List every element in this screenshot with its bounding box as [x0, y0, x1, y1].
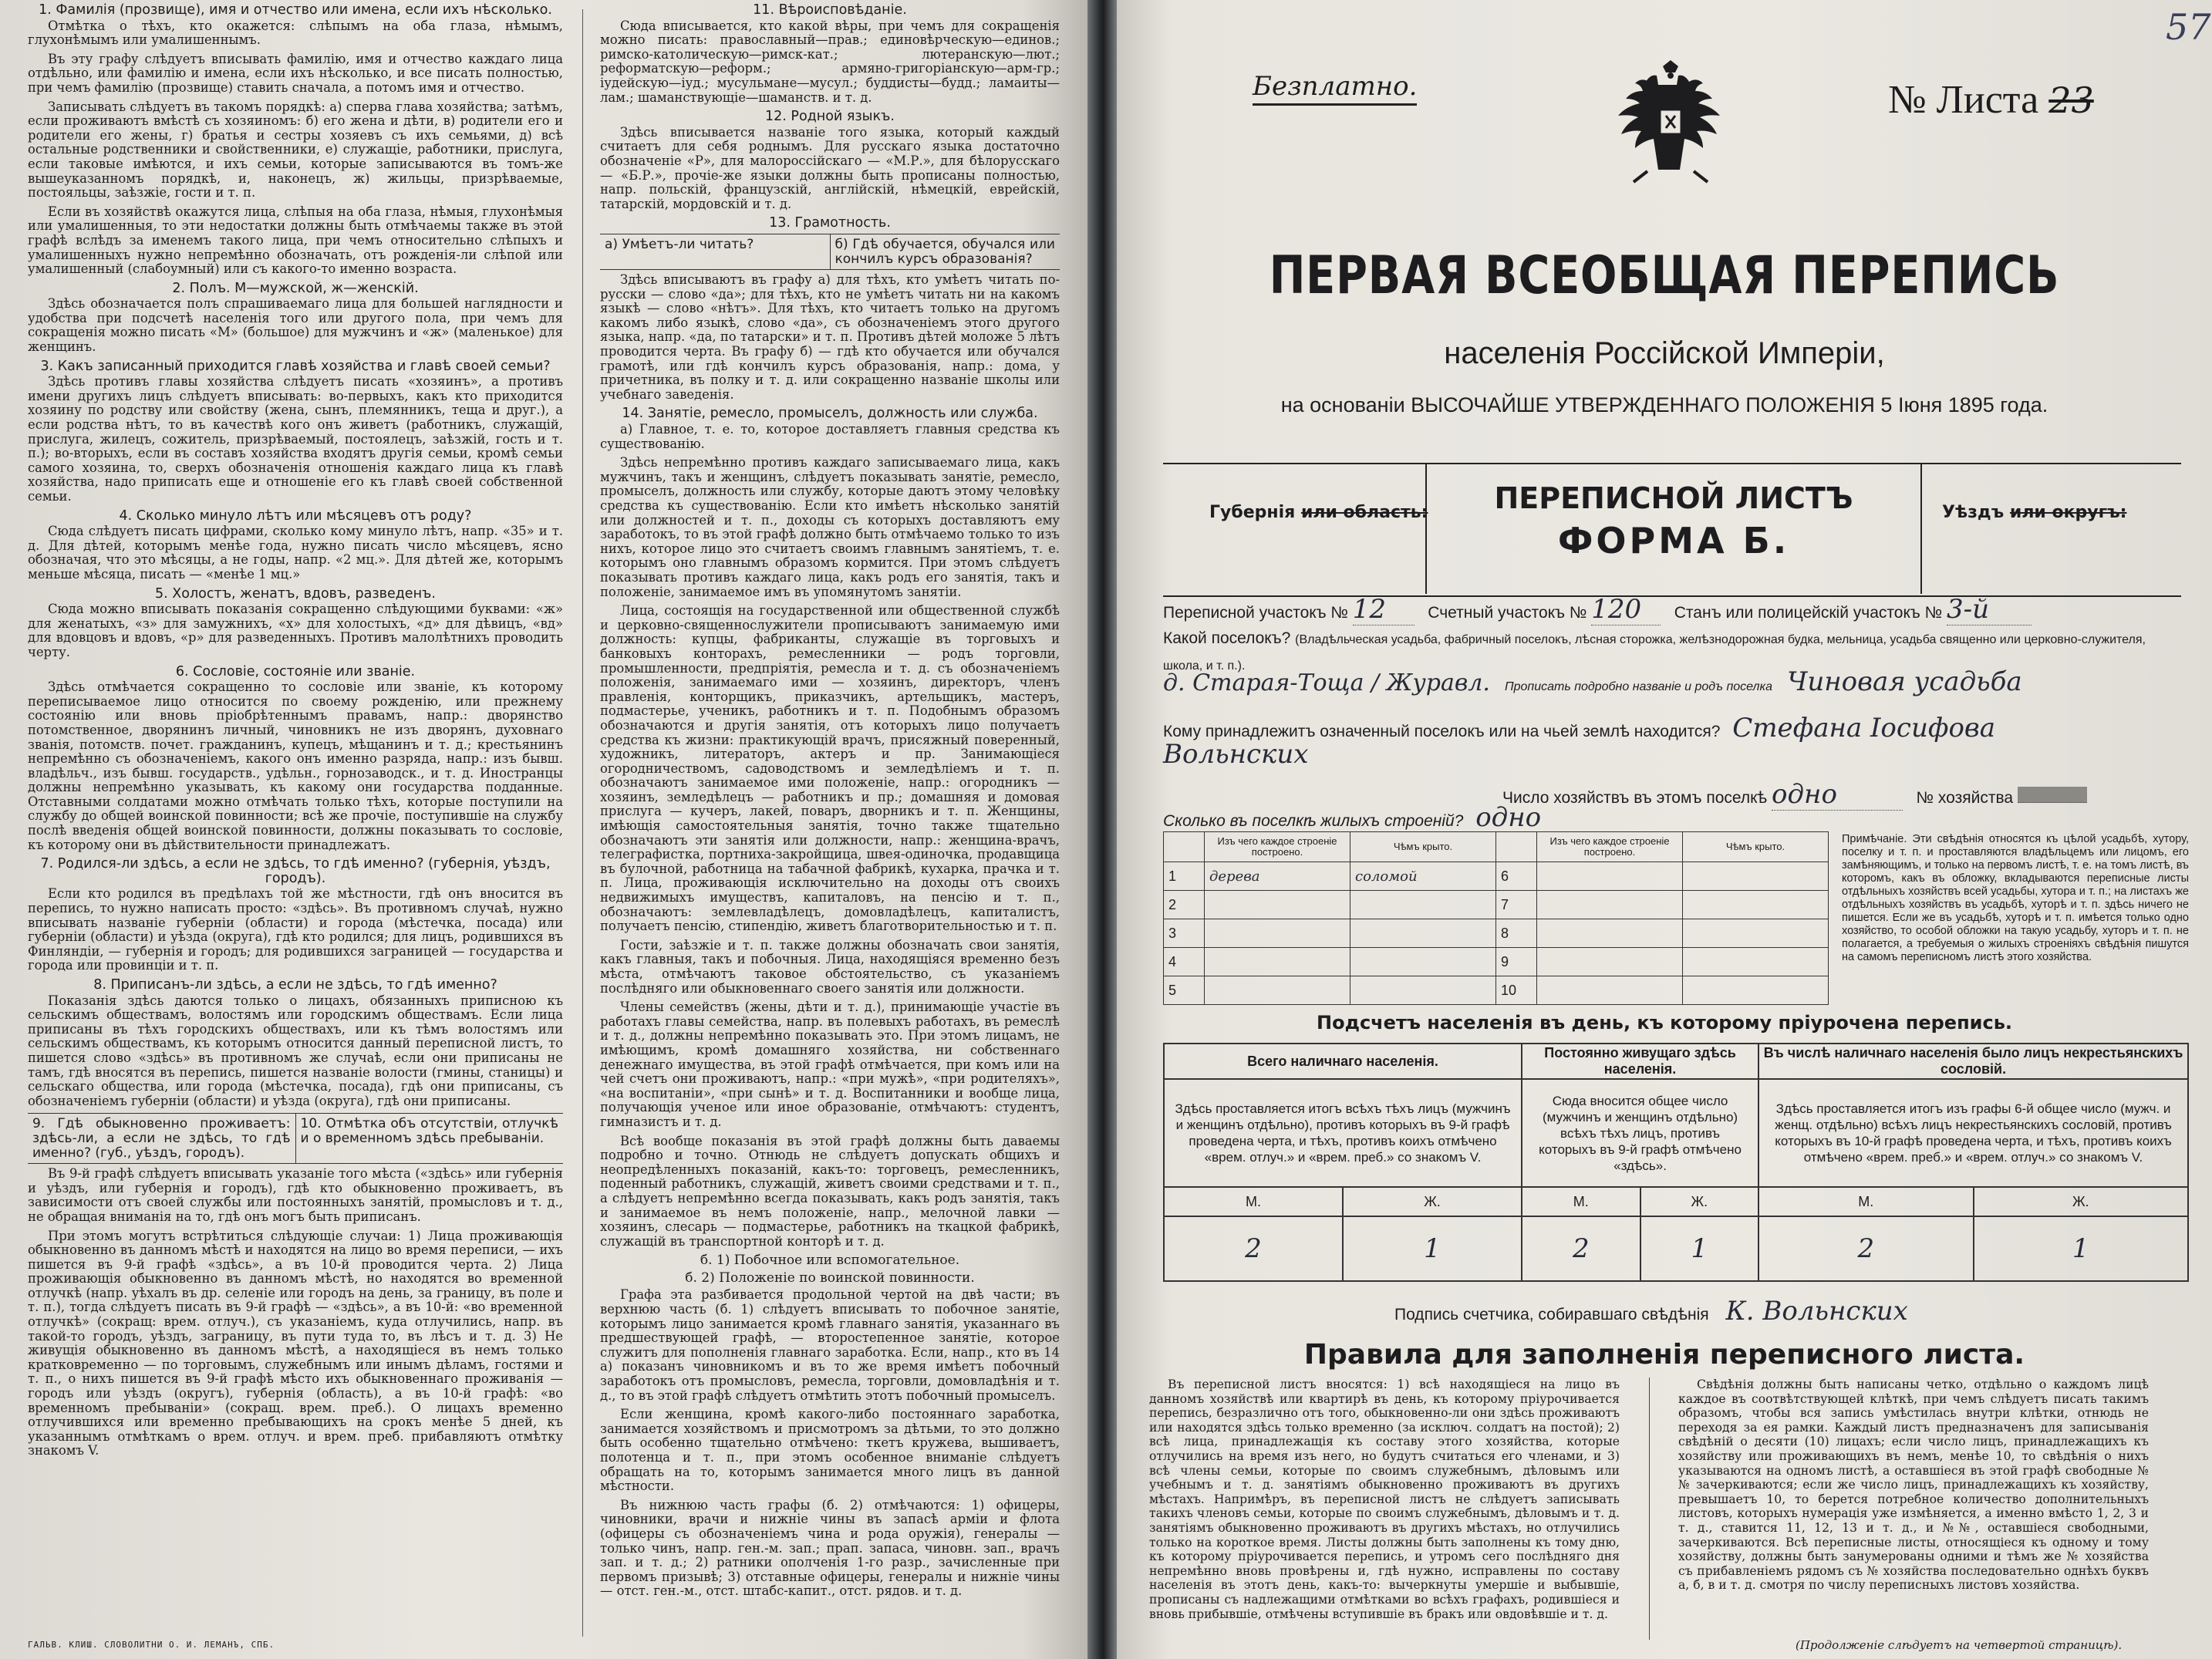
paragraph: Сюда можно вписывать показанія сокращенно слѣдующими буквами: «ж» для женатыхъ, «з» для замужнихъ, «х» для холостыхъ, «д» для дѣвицъ, «вд» для вдовцовъ и вдовъ, «р» для разведенныхъ. Противъ малолѣтнихъ проводить черту. [28, 602, 563, 659]
free-label: Безплатно. [1253, 71, 1417, 106]
building-material [1537, 976, 1683, 1005]
count-nonpeasant-desc: Здѣсь проставляется итогъ изъ графы 6-й общее число (мужч. и женщ. отдѣльно) всѣхъ лицъ некрестьянскихъ сословій, противъ которыхъ въ 10-й графѣ проведена черта, и тѣхъ, противъ коихъ отмѣчено «врем. преб.» и «врем. отлуч.» со знакомъ V. [1758, 1079, 2188, 1187]
section-heading: 2. Полъ. М—мужской, ж—женскій. [172, 280, 419, 296]
row-number: 5 [1164, 976, 1205, 1005]
paragraph: Въ эту графу слѣдуетъ вписывать фамилію, имя и отчество каждаго лица отдѣльно, или фамилію и имена, если ихъ нѣсколько, и все писать полностью, при чемъ фамилію (прозвище) ставить сначала, а потомъ имя и отчество. [28, 51, 563, 95]
section-heading: 13. Грамотность. [769, 215, 891, 231]
form-header-box [1163, 463, 2181, 597]
paragraph: Здѣсь вписываютъ въ графу а) для тѣхъ, кто умѣетъ читать по-русски — слово «да»; для тѣхъ, кто не умѣетъ читать ни на какомъ языкѣ — слово «нѣтъ». Для тѣхъ, кто читаетъ только на другомъ какомъ либо языкѣ, слово «да», съ обозначеніемъ этого другого языка, напр. «да, по татарски» и т. п. Противъ дѣтей моложе 5 лѣтъ проводится черта. Въ графу б) — гдѣ кто обучается или обучался грамотѣ, или гдѣ кончилъ курсъ образованія, напр.: дома, у причетника, въ полку и т. д. или сокращенно названіе школы или учебнаго заведенія. [600, 272, 1060, 402]
split-header [28, 1113, 563, 1164]
building-roof [1350, 948, 1496, 976]
paragraph: Отмѣтка о тѣхъ, кто окажется: слѣпымъ на оба глаза, нѣмымъ, глухонѣмымъ или умалишеннымъ. [28, 18, 563, 48]
owner-line: Кому принадлежитъ означенный поселокъ или на чьей землѣ находится? Стефана Іосифова [1163, 713, 1995, 744]
paragraph: При этомъ могутъ встрѣтиться слѣдующіе случаи: 1) Лица проживающія обыкновенно въ данномъ мѣстѣ и находятся на лицо во время переписи, — ихъ пишется въ 9-й графѣ «здѣсь», а въ 10-й проводится черта. 2) Лица проживающія обыкновенно въ данномъ мѣстѣ, но находятся во временной отлучкѣ (напр. уѣхалъ въ др. селеніе или городъ на день, за границу, въ поле и т. п.), тогда слѣдуетъ писать въ 9-й графѣ — «здѣсь», а въ 10-й: «во временной отлучкѣ» (сокращ: врем. отлуч.), съ указаніемъ, куда отлучились, напр. въ такой-то городъ, уѣздъ, заграницу, въ пути тудa то, въ лѣсъ и т. д. 3) Не живущія обыкновенно въ данномъ мѣстѣ, а находящіеся въ немъ только кратковременно — по торговымъ, служебнымъ или инымъ дѣламъ, гостями и т. п., о нихъ пишется въ 9-й графѣ мѣсто ихъ обыкновеннаго проживанія — городъ или уѣздъ (округъ), губернія (область), а въ 10-й графѣ: «во временномъ пребываніи» (сокращ. врем. преб.). О лицахъ временно отлучившихся или временно пребывающихъ на срокъ менѣе 5 дней, къ указаннымъ отмѣткамъ о врем. отлуч. и врем. преб. прибавляютъ отмѣтку знакомъ V. [28, 1228, 563, 1458]
section-heading: 5. Холостъ, женатъ, вдовъ, разведенъ. [155, 585, 436, 602]
uezd-field: Уѣздъ или округъ: [1942, 503, 2127, 522]
building-roof [1350, 891, 1496, 919]
building-row [1164, 948, 1829, 976]
split-header-cell: 10. Отмѣтка объ отсутствіи, отлучкѣ и о временномъ здѣсь пребываніи. [295, 1114, 564, 1163]
double-headed-eagle-emblem [1601, 56, 1740, 187]
rules-column-1: Въ переписной листъ вносятся: 1) всѣ находящіеся на лицо въ данномъ хозяйствѣ или квартирѣ въ день, къ которому пріурочивается перепись, безразлично отъ того, обыкновенно-ли они здѣсь проживаютъ или находятся здѣсь только временно (за исключ. солдатъ на постой); 2) всѣ лица, принадлежащія къ составу этого хозяйства, которые отлучились на время изъ него, но будутъ считаться его членами, и 3) всѣ члены семьи, которые по своимъ служебнымъ, дѣловымъ или учебнымъ и т. д. занятіямъ обыкновенно проживаютъ въ другихъ мѣстахъ. Напримѣръ, въ переписной листъ не слѣдуетъ записывать такихъ членовъ семьи, которые по своимъ служебнымъ, дѣловымъ и т. д. занятіямъ обыкновенно проживаютъ въ другихъ мѣстахъ, но отлучились только на короткое время. Листы должны быть заполнены къ тому дню, къ которому пріурочивается перепись, и утромъ сего послѣдняго дня непремѣнно вновь провѣрены и, гдѣ нужно, исправлены по составу населенія въ этотъ день, какъ-то: вычеркнуты умершіе и выбывшіе, прописаны съ надлежащими отмѣтками во всѣхъ графахъ, родившіеся и вновь прибывшіе, отмѣчены вступившіе въ бракъ или овдовѣвшіе и т. д. [1149, 1377, 1620, 1621]
poselok-hint: (Владѣльческая усадьба, фабричный поселокъ, лѣсная сторожка, желѣзнодорожная будка, мельница, усадьба священно или церковно-служителя, школа, и т. п.). [1163, 633, 2146, 673]
building-material [1537, 891, 1683, 919]
paragraph: Показанія здѣсь даются только о лицахъ, обязанныхъ приписною къ сельскимъ обществамъ, волостямъ или городскимъ обществамъ. Если лица приписаны въ тѣхъ городскихъ обществахъ, или къ тѣмъ волостямъ или сельскимъ обществамъ, къ которымъ относится данный переписной листъ, то пишется слово «здѣсь» въ противномъ же случаѣ, если они приписаны не тамъ, гдѣ вносятся въ перепись, пишется названіе волости (гмины, станицы) и сельскаго общества, или города (мѣстечка, посада), гдѣ они приписаны, съ обозначеніемъ губерніи (области) и уѣзда (округа), гдѣ они приписаны. [28, 993, 563, 1108]
building-roof [1683, 862, 1829, 891]
paragraph: Если женщина, кромѣ какого-либо постояннаго заработка, занимается хозяйствомъ и присмотромъ за дѣтьми, то это должно быть особенно тщательно отмѣчено: ткетъ кружева, вышиваетъ, полотенца и т. п., при этомъ особенное вниманіе слѣдуетъ обращать на то, которымъ занимается много лицъ въ данной мѣстности. [600, 1407, 1060, 1494]
paragraph: Въ нижнюю часть графы (б. 2) отмѣчаются: 1) офицеры, чиновники, врачи и нижніе чины въ запасѣ арміи и флота (офицеры съ обозначеніемъ чина и рода оружія), генералы — только чинъ, напр. ген.-м. зап.; прап. запаса, чиновн. зап., врачъ зап. и т. д.; 2) ратники ополченія 1-го разр., зачисленные при первомъ призывѣ; 3) отставные офицеры, генералы и нижніе чины — отст. ген.-м., отст. штабс-капит., отст. рядов. и т. д. [600, 1497, 1060, 1599]
buildings-value: одно [1475, 802, 1542, 833]
section-heading: 1. Фамилія (прозвище), имя и отчество или имена, если ихъ нѣсколько. [39, 2, 552, 18]
column-divider [582, 9, 583, 1637]
male-header: М. [1522, 1187, 1640, 1216]
building-material [1537, 948, 1683, 976]
building-row [1164, 976, 1829, 1005]
form-title-block [1425, 464, 1922, 594]
paragraph: Здѣсь обозначается полъ спрашиваемаго лица для большей наглядности и удобства при подсчетѣ населенія того или другого пола, при чемъ для сокращенія можно писать «М» (большое) для мужчинъ и «ж» (маленькое) для женщинъ. [28, 296, 563, 355]
paragraph: а) Главное, т. е. то, которое доставляетъ главныя средства къ существованію. [600, 422, 1060, 451]
buildings-note: Примѣчаніе. Эти свѣдѣнія относятся къ цѣлой усадьбѣ, хутору, поселку и т. п. и проставляются владѣльцемъ или лицомъ, его замѣняющимъ, и только на первомъ листѣ, т. е. на томъ листѣ, въ которомъ, какъ въ обложку, вкладываются переписные листы отдѣльныхъ хозяйствъ всей усадьбы, хутора и т. п.; на листахъ же отдѣльныхъ хозяйствъ въ усадьбѣ, хуторѣ и т. п. здѣсь ничего не пишется. Если же въ усадьбѣ, хуторѣ и т. п. имѣется только одно хозяйство, то особой обложки на такую усадьбу, хуторъ и т. п. не полагается, а требуемыя о жилыхъ строеніяхъ свѣдѣнія пишутся на самомъ переписномъ листѣ этого хозяйства. [1842, 833, 2189, 963]
paragraph: Здѣсь отмѣчается сокращенно то сословіе или званіе, къ которому переписываемое лицо относится по своему рожденію, или прежнему состоянію или вновь пріобрѣтеннымъ правамъ, напр.: дворянство потомственное, дворянинъ личный, чиновникъ не изъ дворянъ, духовнаго званія, потомств. почет. гражданинъ, купецъ, мѣщанинъ и т. д.; крестьянинъ непремѣнно съ обозначеніемъ, какого онъ именно разряда, напр.: изъ бывш. владѣльч., изъ бывш. государств., удѣльн., горнозаводск., и т. д. Иностранцы должны непремѣнно указывать, къ какому они государства подданные. Отставными солдатами можно отмѣчать только тѣхъ, которые поступили на службу до общей воинской повинности; всѣ же прочіе, поступившіе на службу послѣ введенія общей воинской повинности, должны показывать то сословіе, къ которому они въ дѣйствительности принадлежатъ. [28, 679, 563, 852]
paragraph: Лица, состоящія на государственной или общественной службѣ и церковно-священнослужители прописываютъ занимаемую ими должность: купцы, фабриканты, служащіе въ торговыхъ и банковыхъ конторахъ, ремесленники — родъ торговли, промышленности, предпріятія, ремесла и т. д. съ обозначеніемъ положенія, занимаемаго ими — хозяинъ, директоръ, членъ правленія, конторщикъ, приказчикъ, артельщикъ, мастеръ, подмастерье, ученикъ, работникъ и т. п. Подобнымъ образомъ обозначаются и другія занятія, отъ которыхъ лицо получаетъ средства къ жизни: практикующій врачъ, присяжный поверенный, художникъ, литераторъ, актеръ и пр. Занимающіеся огородничествомъ, садоводствомъ и земледѣліемъ и т. п. обозначаютъ занимаемое ими положеніе, напр.: огородникъ — хозяинъ, земледѣлецъ — работникъ и пр.; домашняя и домовая прислуга — кучеръ, лакей, поваръ, дворникъ и т. п. Женщины, имѣющія самостоятельныя занятія, точно также тщательно обозначаютъ эти занятія или должности, напр.: женщина-врачъ, телеграфистка, портниха-закройщица, швея-одиночка, продавщица въ булочной, работница на табачной фабрикѣ, кухарка, прачка и т. п. Лица, проживающія исключительно на доходы отъ своихъ недвижимыхъ имуществъ, капиталовъ, на пенсію и т. п., обозначаютъ: землевладѣлецъ, домовладѣлецъ, капиталистъ, получаетъ пенсію, стипендію, живетъ благотворительностью и т. п. [600, 603, 1060, 934]
count-total-header: Всего наличнаго населенія. [1164, 1044, 1522, 1079]
paragraph: Здѣсь противъ главы хозяйства слѣдуетъ писать «хозяинъ», а противъ имени другихъ лицъ слѣдуетъ вписывать: во-первыхъ, какъ кто приходится хозяину по родству или свойству (жена, сынъ, племянникъ, теща и друг.), а если родства нѣтъ, то въ качествѣ кого онъ живетъ (работникъ, служащій, прислуга, жилецъ, сожитель, призрѣваемый, постоялецъ, заѣзжій, гость и т. п.); во-вторыхъ, если въ составъ хозяйства входятъ другія семьи, кромѣ семьи самого хозяина, то, сверхъ обозначенія отношенія каждаго лица къ главѣ хозяйства, надо приписать еще и отношеніе его къ главѣ своей собственной семьи. [28, 374, 563, 504]
uchastok-line: Переписной участокъ № 12 Счетный участокъ № 120 Станъ или полицейскій участокъ № 3-й [1163, 594, 2032, 625]
count-total-desc: Здѣсь проставляется итогъ всѣхъ тѣхъ лицъ (мужчинъ и женщинъ отдѣльно), противъ которыхъ въ 9-й графѣ проведена черта, и тѣхъ, противъ коихъ отмѣчено «врем. отлуч.» и «врем. преб.» со знакомъ V. [1164, 1079, 1522, 1187]
paragraph: Графа эта разбивается продольной чертой на двѣ части; въ верхнюю часть (б. 1) слѣдуетъ вписывать то побочное занятіе, которымъ лицо занимается кромѣ главнаго занятія, указаннаго въ предшествующей графѣ, — второстепенное занятіе, которое служитъ для пополненія главнаго заработка. Если, напр., кто въ 14 а) показанъ чиновникомъ и въ то же время имѣетъ побочный заработокъ отъ промысловъ, ремесла, торговли, домовладѣнія и т. д., то въ этой графѣ слѣдуетъ отмѣтить этотъ побочный промыселъ. [600, 1287, 1060, 1403]
page-corner-number: 57 [2166, 6, 2211, 48]
row-number: 3 [1164, 919, 1205, 948]
bld-roof-header: Чѣмъ крыто. [1350, 832, 1496, 862]
gubernia-field: Губернія или область: [1209, 503, 1428, 522]
male-header: М. [1758, 1187, 1973, 1216]
poselok-hint-2: Прописать подробно названіе и родъ поселка [1505, 680, 1773, 693]
continuation-note: (Продолженіе слѣдуетъ на четвертой страницѣ). [1796, 1638, 2123, 1652]
left-page [0, 0, 1087, 1659]
paragraph: Если кто родился въ предѣлахъ той же мѣстности, гдѣ онъ вносится въ перепись, то нужно написать просто: «здѣсь». Въ противномъ случаѣ, нужно вписывать названіе губерніи (области) и города (мѣстечка, посада) или губерніи (области) и уѣзда (округа), гдѣ кто родился; для лицъ, родившихся въ Финляндіи, — губернія и городъ; для родившихся заграницей — государства и города или провинціи и т. п. [28, 886, 563, 973]
section-heading: 11. Вѣроисповѣданіе. [753, 2, 907, 18]
count-permanent-header: Постоянно живущаго здѣсь населенія. [1522, 1044, 1758, 1079]
count-nonpeasant-header: Въ числѣ наличнаго населенія было лицъ некрестьянскихъ сословій. [1758, 1044, 2188, 1079]
households-line: Число хозяйствъ въ этомъ поселкѣ одно № хозяйства [1502, 779, 2087, 811]
buildings-table [1163, 831, 1829, 1005]
form-title: ПЕРЕПИСНОЙ ЛИСТЪ [1494, 481, 1853, 515]
building-roof: соломой [1350, 862, 1496, 891]
row-number: 4 [1164, 948, 1205, 976]
section-heading: 12. Родной языкъ. [765, 109, 895, 125]
section-heading: 4. Сколько минуло лѣтъ или мѣсяцевъ отъ роду? [119, 507, 472, 524]
male-header: М. [1164, 1187, 1343, 1216]
schet-value: 120 [1591, 594, 1661, 625]
rules-column-2: Свѣдѣнія должны быть написаны четко, отдѣльно о каждомъ лицѣ каждое въ соотвѣтствующей клѣткѣ, при чемъ слѣдуетъ писать такимъ образомъ, чтобы вся запись умѣстилась внутри клѣтки, отнюдь не переходя за ея рамки. Каждый листъ предназначенъ для записыванія свѣдѣній о десяти (10) лицахъ; если число лицъ, принадлежащихъ къ хозяйству или проживающихъ въ немъ, менѣе 10, то свѣдѣнія о нихъ указываются на одномъ листѣ, а оставшіеся въ этой графѣ свободные №№ зачеркиваются; если же число лицъ, принадлежащихъ къ хозяйству, превышаетъ 10, то берется потребное количество дополнительныхъ листовъ, которыхъ нумерація уже измѣняется, а именно вмѣсто 1, 2, 3 и т. д., ставится 11, 12, 13 и т. д., и №№, оставшіеся свободными, зачеркиваются. Всѣ переписные листы, относящіеся къ одному и тому хозяйству, должны быть занумерованы одними и тѣмъ же № хозяйства съ прибавленіемъ рядомъ съ № хозяйства последовательно однѣхъ буквъ а, б, в и т. д. смотря по числу переписныхъ листовъ хозяйства. [1678, 1377, 2149, 1593]
subheading: б. 1) Побочное или вспомогательное. [700, 1253, 960, 1269]
uchastok-value: 12 [1353, 594, 1415, 625]
row-number: 2 [1164, 891, 1205, 919]
rules-divider [1649, 1377, 1650, 1640]
count-value: 1 [1974, 1216, 2189, 1281]
instructions-column-2 [600, 0, 1060, 1627]
building-roof [1683, 919, 1829, 948]
building-roof [1683, 891, 1829, 919]
poselok-values [1163, 666, 2181, 697]
signature-line: Подпись счетчика, собиравшаго свѣдѣнія К. Вольнских [1394, 1296, 1908, 1327]
census-subtitle: населенія Россійской Имперіи, [1444, 336, 1885, 370]
paragraph: Если въ хозяйствѣ окажутся лица, слѣпыя на оба глаза, нѣмыя, глухонѣмыя или умалишенныя, то эти недостатки должны быть отмѣчаемы также въ этой графѣ вслѣдъ за именемъ такого лица, при чемъ относительно слѣпыхъ и умалишенныхъ нужно непремѣнно обозначать, отъ рожденія-ли слѣпой или умалишенный (слабоумный) или съ какого-то именно возраста. [28, 204, 563, 277]
signature-value: К. Вольнских [1725, 1296, 1908, 1327]
book-gutter [1087, 0, 1117, 1659]
sheet-number-value: 23 [2048, 79, 2094, 121]
paragraph: Члены семействъ (жены, дѣти и т. д.), принимающіе участіе въ работахъ главы семейства, напр. въ полевыхъ работахъ, въ ремеслѣ и т. д., должны непремѣнно показывать это. При этомъ лицамъ, не имѣющимъ, кромѣ домашняго хозяйства, ни собственнаго денежнаго имущества, въ этой графѣ отмѣчается, при комъ или на чей счетъ они проживаютъ, напр.: «при мужѣ», «при родителяхъ», «на воспитаніи», «при сынѣ» и т. д. Воспитанники и вообще лица, получающія ученое или иное образованіе, отмѣчаютъ: студентъ, гимназистъ и т. д. [600, 1000, 1060, 1129]
female-header: Ж. [1640, 1187, 1759, 1216]
split-header [600, 234, 1060, 270]
census-title: ПЕРВАЯ ВСЕОБЩАЯ ПЕРЕПИСЬ [1269, 245, 2060, 306]
owner-value: Стефана Іосифова [1732, 713, 1995, 744]
building-roof [1683, 976, 1829, 1005]
poselok-value: Чиновая усадьба [1787, 666, 2022, 697]
population-count-table [1163, 1043, 2189, 1282]
building-material: дерева [1205, 862, 1350, 891]
paragraph: Сюда слѣдуетъ писать цифрами, сколько кому минуло лѣтъ, напр. «35» и т. д. Для дѣтей, которымъ менѣе года, нужно писать число мѣсяцевъ, ясно обозначая, что это мѣсяцы, а не годы, напр. «2 мц.». Для дѣтей же, которымъ меньше мѣсяца, писать — «менѣе 1 мц.» [28, 524, 563, 582]
row-number: 10 [1496, 976, 1537, 1005]
count-value: 2 [1758, 1216, 1973, 1281]
buildings-line: Сколько въ поселкѣ жилыхъ строеній? одно [1163, 802, 1542, 833]
paragraph: Всѣ вообще показанія въ этой графѣ должны быть даваемы подробно и точно. Отнюдь не слѣдуетъ допускать общихъ и неопредѣленныхъ показаній, какъ-то: торговецъ, ремесленникъ, поденный работникъ, служащій, живетъ своими средствами и т. п., а слѣдуетъ непремѣнно всегда показывать, какъ родъ занятія, такъ и занимаемое въ немъ положеніе, напр., мелочной лавки — хозяинъ, слесарь — подмастерье, работникъ на ткацкой фабрикѣ, служащій въ транспортной конторѣ и т. д. [600, 1133, 1060, 1249]
owner-value-2-wrap [1163, 739, 1308, 770]
building-material [1537, 919, 1683, 948]
paragraph: Сюда вписывается, кто какой вѣры, при чемъ для сокращенія можно писать: православный—прав.; единовѣрческую—единов.; римско-католическую—римск-кат.; лютеранскую—лют.; реформатскую—реформ.; армяно-григоріанскую—арм-гр.; іудейскую—іуд.; мусульмане—мусул.; буддисты—будд.; ламаиты—лам.; шаманствующіе—шаманств. и т. д. [600, 18, 1060, 105]
paragraph: Въ 9-й графѣ слѣдуетъ вписывать указаніе того мѣста («здѣсь» или губернія и уѣздъ, или губернія и городъ), гдѣ кто обыкновенно проживаетъ, въ зависимости отъ своей службы или постоянныхъ занятій, промысловъ и т. д., не обращая вниманія на то, гдѣ онъ могъ быть приписанъ. [28, 1166, 563, 1224]
row-number: 8 [1496, 919, 1537, 948]
printer-footer: ГАЛЬВ. КЛИШ. СЛОВОЛИТНИ О. И. ЛЕМАНЪ, СПБ. [28, 1640, 275, 1650]
building-row [1164, 891, 1829, 919]
building-material [1537, 862, 1683, 891]
count-value: 1 [1343, 1216, 1522, 1281]
stan-value: 3-й [1947, 594, 2032, 625]
section-heading: 7. Родился-ли здѣсь, а если не здѣсь, то гдѣ именно? (губернія, уѣздъ, городъ). [40, 856, 551, 886]
building-row [1164, 862, 1829, 891]
building-row [1164, 919, 1829, 948]
bld-material-header-2: Изъ чего каждое строеніе построено. [1537, 832, 1683, 862]
count-title: Подсчетъ населенія въ день, къ которому пріурочена перепись. [1317, 1012, 2012, 1034]
count-value: 1 [1640, 1216, 1759, 1281]
paragraph: Гости, заѣзжіе и т. п. также должны обозначать свои занятія, какъ главныя, такъ и побочныя. Лица, находящіяся временно безъ мѣста, отмѣчаютъ таковое обстоятельство, съ указаніемъ послѣдняго или обыкновеннаго своего занятія или должности. [600, 937, 1060, 996]
building-material [1205, 948, 1350, 976]
bld-material-header: Изъ чего каждое строеніе построено. [1205, 832, 1350, 862]
rules-title: Правила для заполненія переписного листа. [1303, 1339, 2025, 1371]
split-header-cell: 9. Гдѣ обыкновенно проживаетъ: здѣсь-ли, а если не здѣсь, то гдѣ именно? (губ., уѣздъ, городъ). [32, 1116, 291, 1161]
section-heading: 3. Какъ записанный приходится главѣ хозяйства и главѣ своей семьи? [40, 358, 551, 374]
section-heading: 14. Занятіе, ремесло, промыселъ, должность или служба. [622, 406, 1038, 422]
split-header-cell: б) Гдѣ обучается, обучался или кончилъ курсъ образованія? [830, 234, 1060, 269]
poselok-extra: д. Старая-Тоща / Журавл. [1163, 669, 1490, 696]
section-heading: 8. Приписанъ-ли здѣсь, а если не здѣсь, то гдѣ именно? [93, 977, 497, 993]
row-number: 9 [1496, 948, 1537, 976]
paragraph: Здѣсь вписывается названіе того языка, который каждый считаетъ для себя роднымъ. Для русскаго языка достаточно обозначеніе «Р», для малороссійскаго — «М.Р.», для бѣлорусскаго — «Б.Р.», прочіе-же языки должны быть прописаны полностью, напр. польскій, французскій, англійскій, нѣмецкій, еврейскій, татарскій, мордовскій и т. д. [600, 124, 1060, 211]
building-roof [1683, 948, 1829, 976]
households-value: одно [1772, 779, 1903, 811]
section-heading: 6. Сословіе, состояніе или званіе. [175, 663, 416, 679]
sheet-number [1888, 77, 2094, 123]
building-material [1205, 919, 1350, 948]
female-header: Ж. [1974, 1187, 2189, 1216]
paragraph: Записывать слѣдуетъ въ такомъ порядкѣ: а) сперва глава хозяйства; затѣмъ, если проживаютъ вмѣстѣ съ хозяиномъ: б) его жена и дѣти, в) родители его и родители его жены, г) братья и сестры хозяевъ съ ихъ семьями, д) всѣ остальные родственники и свойственники, е) служащіе, работники, прислуга, если таковые имѣются, и ихъ семьи, которые записываются въ томъ-же вышеуказанномъ порядкѣ, и, наконецъ, ж) жильцы, призрѣваемые, постояльцы, заѣзжіе, гости и т. п. [28, 99, 563, 201]
building-material [1205, 976, 1350, 1005]
owner-value-2: Вольнских [1163, 739, 1309, 770]
household-number-redacted [2018, 787, 2087, 803]
poselok-label: Какой поселокъ? [1163, 629, 1291, 647]
row-number: 7 [1496, 891, 1537, 919]
paragraph: Здѣсь непремѣнно противъ каждаго записываемаго лица, какъ мужчинъ, такъ и женщинъ, слѣдуетъ показывать занятіе, ремесло, промыселъ, должность или службу, которые даютъ этому человѣку средства къ существованію. Если кто имѣетъ нѣсколько занятій или должностей и т. п., доходы съ которыхъ доставляютъ ему заработокъ, то въ этой графѣ должно быть отмѣчаемо только то изъ нихъ, которое лицо это считаетъ своимъ главнымъ занятіемъ, т. е. которымъ оно главнымъ образомъ кормится. При этомъ слѣдуетъ показывать противъ каждаго лица, какъ родъ его занятія, такъ и положеніе, занимаемое имъ въ упомянутомъ занятіи. [600, 455, 1060, 599]
count-permanent-desc: Сюда вносится общее число (мужчинъ и женщинъ отдѣльно) всѣхъ тѣхъ лицъ, противъ которыхъ въ 9-й графѣ отмѣчено «здѣсь». [1522, 1079, 1758, 1187]
form-name: ФОРМА Б. [1557, 520, 1790, 561]
building-roof [1350, 976, 1496, 1005]
subheading: б. 2) Положеніе по воинской повинности. [685, 1270, 975, 1286]
bld-roof-header-2: Чѣмъ крыто. [1683, 832, 1829, 862]
count-value: 2 [1522, 1216, 1640, 1281]
building-material [1205, 891, 1350, 919]
building-roof [1350, 919, 1496, 948]
female-header: Ж. [1343, 1187, 1522, 1216]
sheet-number-label: № Листа [1888, 78, 2039, 122]
census-basis: на основаніи ВЫСОЧАЙШЕ УТВЕРЖДЕННАГО ПОЛОЖЕНІЯ 5 Іюня 1895 года. [1280, 393, 2048, 416]
row-number: 6 [1496, 862, 1537, 891]
count-value: 2 [1164, 1216, 1343, 1281]
census-form-page [1117, 0, 2212, 1659]
split-header-cell: а) Умѣетъ-ли читать? [605, 236, 754, 252]
instructions-column-1 [28, 0, 563, 1647]
row-number: 1 [1164, 862, 1205, 891]
